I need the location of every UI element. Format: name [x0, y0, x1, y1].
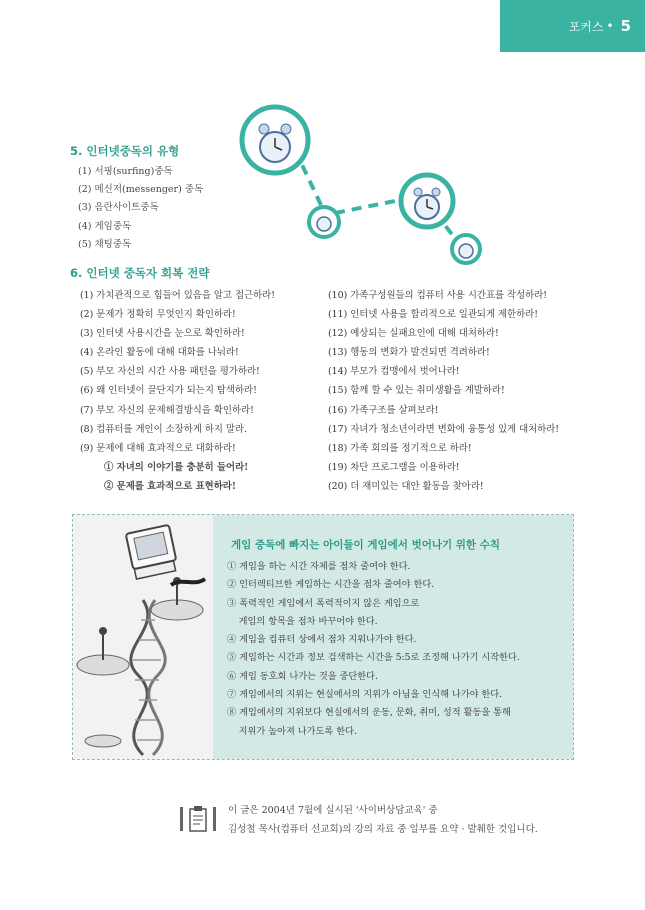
computer-icon — [126, 525, 177, 579]
list-item: (11) 인터넷 사용을 합리적으로 일관되게 제한하라! — [328, 309, 538, 321]
list-item: (10) 가족구성원들의 컴퓨터 사용 시간표를 작성하라! — [328, 290, 548, 301]
list-item: ② 인터렉티브한 게임하는 시간을 점차 줄여야 한다. — [227, 579, 435, 591]
divider — [213, 807, 216, 831]
list-item: 지위가 높아져 나가도록 한다. — [227, 725, 357, 737]
illustration-panel — [73, 515, 213, 759]
tips-title: 게임 중독에 빠지는 아이들이 게임에서 벗어나기 위한 수칙 — [231, 539, 501, 551]
recovery-strategies-right — [328, 286, 559, 496]
recovery-strategies-left — [80, 286, 275, 496]
page-header-tab — [500, 0, 645, 52]
list-item: (2) 문제가 정확히 무엇인지 확인하라! — [80, 309, 236, 321]
list-item: (5) 채팅중독 — [78, 238, 132, 250]
sub-list-item: ② 문제를 효과적으로 표현하라! — [104, 480, 236, 492]
list-item: (6) 왜 인터넷이 끌단지가 되는지 탐색하라! — [80, 385, 257, 397]
list-item: (17) 자녀가 청소년이라면 변화에 융통성 있게 대처하라! — [328, 423, 560, 435]
section-5-title: 5. 인터넷중독의 유형 — [70, 144, 180, 158]
alarm-clock-icon — [309, 207, 339, 237]
divider — [180, 807, 183, 831]
footnote-line: 이 글은 2004년 7월에 실시된 '사이버상담교육' 중 — [228, 805, 438, 816]
list-item: (5) 부모 자신의 시간 사용 패턴을 평가하라! — [80, 366, 260, 378]
alarm-clock-icon — [452, 235, 480, 263]
list-item: (9) 문제에 대해 효과적으로 대화하라! — [80, 442, 236, 454]
addiction-types-list — [78, 163, 203, 254]
list-item: (12) 예상되는 실패요인에 대해 대처하라! — [328, 328, 499, 340]
game-addiction-tips-box — [72, 514, 574, 760]
list-item: (20) 더 재미있는 대안 활동을 찾아라! — [328, 480, 484, 492]
alarm-clocks-illustration — [235, 95, 495, 275]
list-item: (1) 서핑(surfing)중독 — [78, 166, 173, 177]
footnote-line: 김성철 목사(컴퓨터 선교회)의 강의 자료 중 일부를 요약 · 발췌한 것입니다. — [228, 824, 538, 835]
alarm-clock-icon — [401, 175, 453, 227]
header-label: 포커스 — [568, 19, 604, 34]
footnote — [228, 801, 538, 839]
list-item: (1) 가치관적으로 힘들어 있음을 알고 접근하라! — [80, 290, 275, 301]
list-item: (19) 차단 프로그램을 이용하라! — [328, 461, 460, 473]
list-item: (13) 행동의 변화가 발견되면 격려하라! — [328, 347, 490, 359]
list-item: (4) 게임중독 — [78, 220, 132, 232]
page-number: 5 — [620, 17, 631, 35]
list-item: (18) 가족 회의를 정기적으로 하라! — [328, 442, 472, 454]
list-item: ③ 폭력적인 게임에서 폭력적이지 않은 게임으로 — [227, 597, 420, 609]
list-item: ⑥ 게임 동호회 나가는 것을 중단한다. — [227, 670, 378, 682]
tips-list — [227, 558, 520, 741]
list-item: (8) 컴퓨터를 게인이 소장하게 하지 말라. — [80, 423, 248, 435]
list-item: (3) 인터넷 사용시간을 눈으로 확인하라! — [80, 328, 245, 340]
list-item: (16) 가족구조를 살펴보라! — [328, 404, 439, 416]
list-item: ⑧ 게임에서의 지위보다 현실에서의 운동, 문화, 취미, 성적 활동을 통해 — [227, 707, 511, 719]
list-item: (15) 함께 할 수 있는 취미생활을 계발하라! — [328, 385, 505, 397]
list-item: (2) 메신저(messenger) 중독 — [78, 184, 204, 196]
list-item: ⑦ 게임에서의 지위는 현실에서의 지위가 아님을 인식해 나가야 한다. — [227, 689, 503, 701]
section-6-title: 6. 인터넷 중독자 회복 전략 — [70, 266, 210, 280]
sub-list-item: ① 자녀의 이야기를 충분히 들어라! — [104, 461, 249, 473]
list-item: ⑤ 게임하는 시간과 정보 검색하는 시간을 5:5로 조정해 나가기 시작한다. — [227, 652, 520, 664]
header-separator: • — [606, 19, 614, 33]
list-item: ① 게임을 하는 시간 자체를 점차 줄여야 한다. — [227, 561, 411, 572]
list-item: (7) 부모 자신의 문제해결방식을 확인하라! — [80, 404, 254, 416]
list-item: ④ 게임을 컴퓨터 상에서 점차 지워나가야 한다. — [227, 634, 417, 646]
alarm-clock-icon — [242, 107, 308, 173]
list-item: (4) 온라인 활동에 대해 대화를 나눠라! — [80, 347, 239, 359]
list-item: 게임의 항목을 점차 바꾸어야 한다. — [227, 615, 378, 627]
list-item: (3) 음란사이트중독 — [78, 202, 159, 214]
list-item: (14) 부모가 컴맹에서 벗어나라! — [328, 366, 460, 378]
document-icon — [188, 805, 208, 833]
computer-dna-illustration — [73, 515, 213, 759]
